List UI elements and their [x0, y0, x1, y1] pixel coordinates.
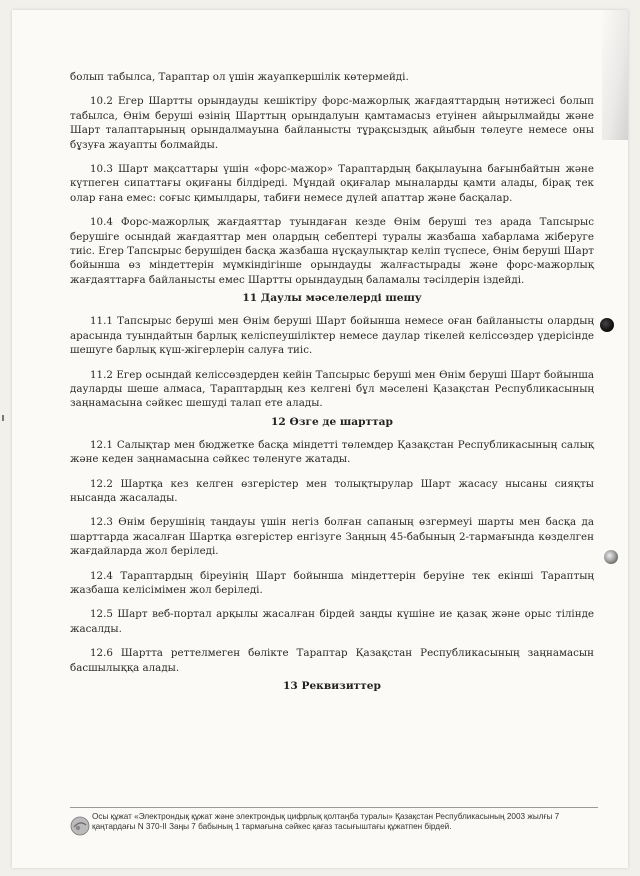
paragraph-12-1: 12.1 Салықтар мен бюджетке басқа міндетті төлемдер Қазақстан Республикасының салық және кеден заңнамасына сәйкес төленуге жатады. [70, 438, 594, 466]
paragraph-11-1: 11.1 Тапсырыс беруші мен Өнім беруші Шарт бойынша немесе оған байланысты олардың арасында туындайтын барлық келіспеушіліктер немесе даулар тікелей келіссөздер үдерісінде шешуге барлық күш-жігерлерін салуға тиіс. [70, 315, 594, 357]
paragraph-10-4: 10.4 Форс-мажорлық жағдаяттар туындаған кезде Өнім беруші тез арада Тапсырыс берушіге осындай жағдаяттар мен олардың себептері туралы жазбаша хабарлама жіберуге тиіс. Егер Тапсырыс берушіден басқа жазбаша нұсқаулықтар келіп түспесе, Өнім беруші Шарт бойынша өз міндеттерін мүмкіндігінше орындауды жалғастырады және форс-мажорлық жағдаяттарға байланысты емес Шартты орындаудың баламалы тәсілдерін іздейді. [70, 216, 594, 286]
paragraph-10-2: 10.2 Егер Шартты орындауды кешіктіру форс-мажорлық жағдаяттардың нәтижесі болып табылса, Өнім беруші өзінің Шарттың орындалуын қамтамасыз етуінен айырылмайды және Шарт талаптарының орындалмауына байланысты тұрақсыздық айыбын төлеуге немесе оны бұзуға жауапты болмайды. [70, 95, 594, 151]
section-12-heading: 12 Өзге де шарттар [271, 415, 393, 428]
paragraph-11-2: 11.2 Егер осындай келіссөздерден кейін Тапсырыс беруші мен Өнім беруші Шарт бойынша дауларды шеше алмаса, Тараптардың кез келгені бұл мәселені Қазақстан Республикасының заңнамасына сәйкес шешуді талап ете алады. [70, 368, 594, 410]
page-curl-shadow [602, 10, 628, 140]
footer-divider [70, 807, 598, 808]
section-11-heading: 11 Даулы мәселелерді шешу [242, 292, 422, 305]
footer-legal-note: Осы құжат «Электрондық құжат және электрондық цифрлық қолтаңба туралы» Қазақстан Республикасының 2003 жылғы 7 қаңтардағы N 370-II Заңы 7 бабының 1 тармағына сәйкес қағаз тасығыштағы құжатпен бірдей. [92, 812, 560, 832]
paragraph-12-6: 12.6 Шартта реттелмеген бөлікте Тараптар Қазақстан Республикасының заңнамасын басшылыққа алады. [70, 647, 594, 674]
punch-hole-icon [604, 550, 618, 564]
paragraph-12-3: 12.3 Өнім берушінің таңдауы үшін негіз болған сапаның өзгермеуі шарты мен басқа да шарттарда жасалған Шартқа өзгерістер енгізуге Заңның 45-бабының 2-тармағында көзделген жағдайларда жол беріледі. [70, 516, 594, 558]
paragraph-continuation: болып табылса, Тараптар ол үшін жауапкершілік көтермейді. [70, 71, 409, 83]
margin-mark [2, 415, 4, 421]
paragraph-12-2: 12.2 Шартқа кез келген өзгерістер мен толықтырулар Шарт жасасу нысаны сияқты нысанда жасалады. [70, 477, 594, 504]
paragraph-10-3: 10.3 Шарт мақсаттары үшін «форс-мажор» Тараптардың бақылауына бағынбайтын және күтпеген сипаттағы оқиғаны білдіреді. Мұндай оқиғалар мыналарды қамти алады, бірақ тек олар ғана емес: соғыс қимылдары, табиғи немесе дүлей апаттар және басқалар. [70, 163, 594, 204]
punch-hole-icon [600, 318, 614, 332]
document-page [12, 10, 628, 868]
paragraph-12-5: 12.5 Шарт веб-портал арқылы жасалған бірдей заңды күшіне ие қазақ және орыс тілінде жасалды. [70, 608, 594, 635]
document-body [70, 70, 594, 702]
section-13-heading: 13 Реквизиттер [283, 680, 381, 692]
paragraph-12-4: 12.4 Тараптардың біреуінің Шарт бойынша міндеттерін беруіне тек екінші Тараптың жазбаша келісімімен жол беріледі. [70, 569, 594, 596]
egov-logo-icon [70, 816, 90, 836]
